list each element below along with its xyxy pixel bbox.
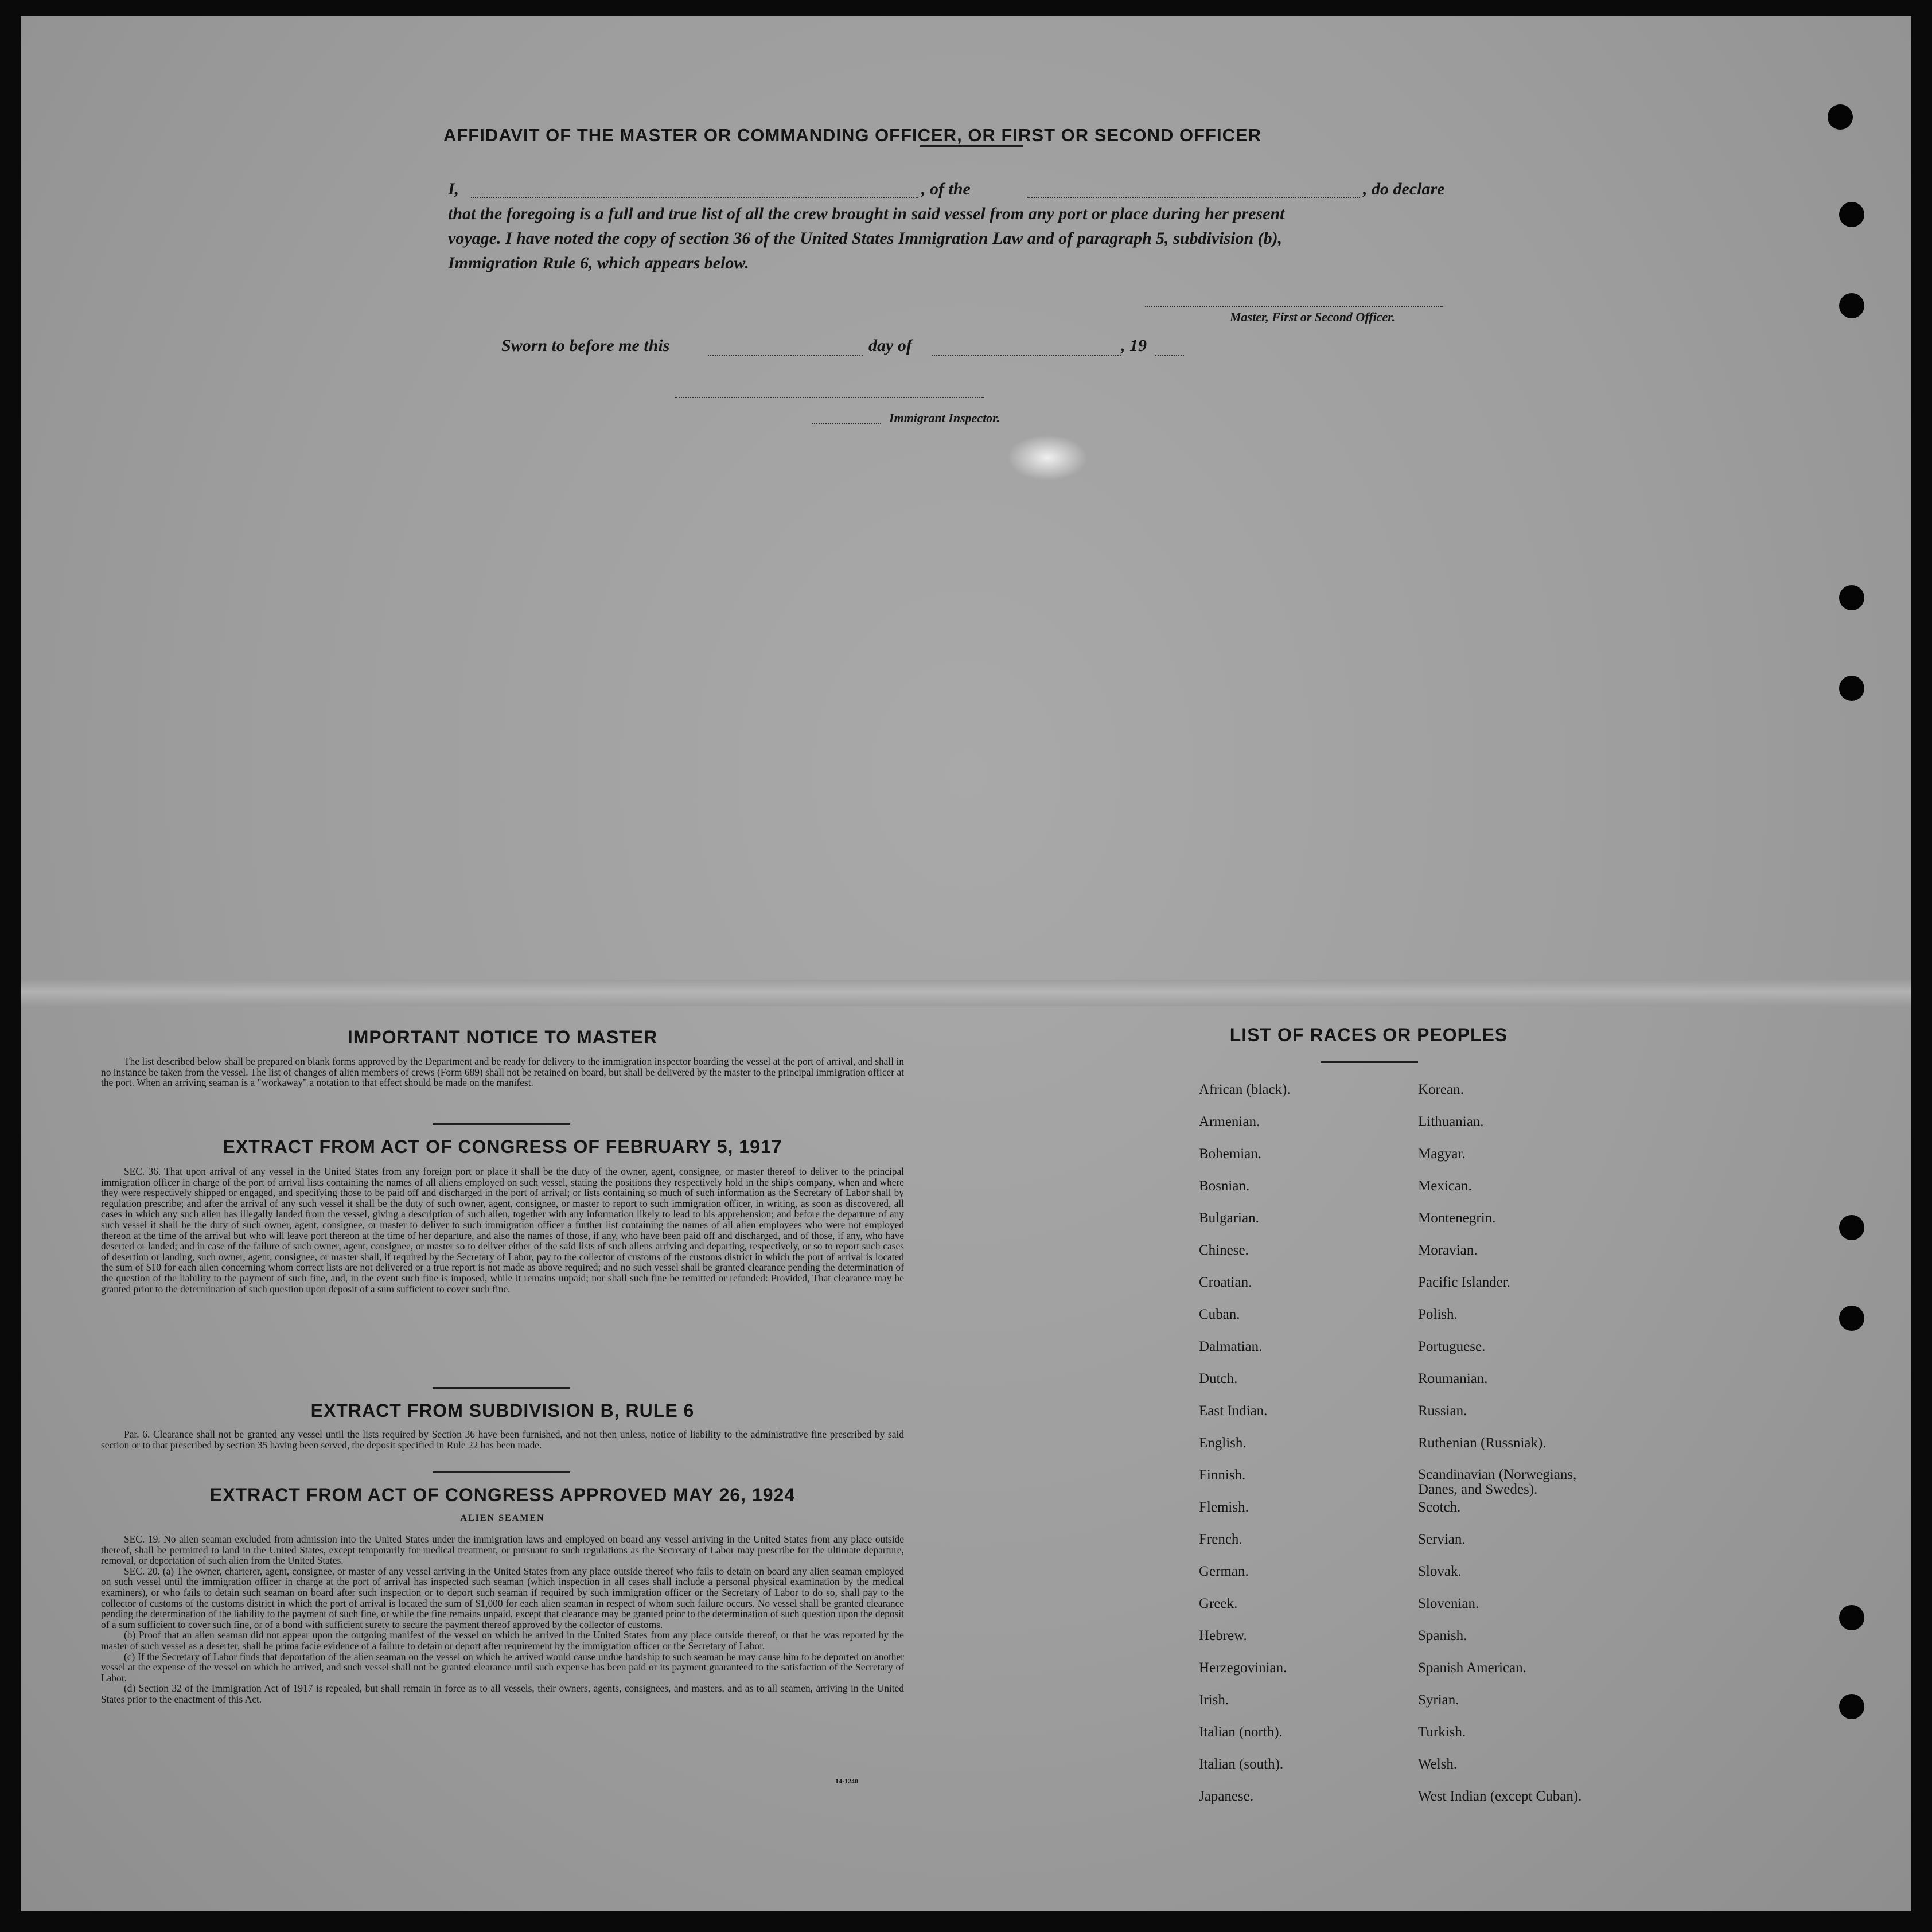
race-item: Bulgarian. (1199, 1210, 1259, 1226)
sworn-label: Sworn to before me this (501, 336, 670, 355)
month-blank[interactable] (932, 355, 1121, 356)
race-item: Flemish. (1199, 1499, 1249, 1515)
day-of-label: day of (868, 336, 912, 355)
name-blank[interactable] (471, 197, 918, 198)
race-item: East Indian. (1199, 1403, 1268, 1419)
affidavit-declaration-line (448, 180, 1515, 199)
act-1917-title: EXTRACT FROM ACT OF CONGRESS OF FEBRUARY 5, 1917 (223, 1136, 782, 1157)
race-item: Chinese. (1199, 1242, 1249, 1258)
race-item: German. (1199, 1564, 1249, 1579)
affidavit-line-3: voyage. I have noted the copy of section 36 of the United States Immigration Law and of paragraph 5, subdivision (b), (448, 229, 1283, 248)
race-item: Magyar. (1418, 1146, 1466, 1162)
races-column-1 (1199, 1082, 1291, 1821)
race-item: Polish. (1418, 1307, 1458, 1322)
race-item: Armenian. (1199, 1114, 1260, 1129)
affidavit-line-4: Immigration Rule 6, which appears below. (448, 254, 749, 272)
notice-text: The list described below shall be prepared on blank forms approved by the Department and be ready for delivery to the immigration inspector boarding the vessel at the port of arrival, and shall in no instance be taken from the vessel. The list of changes of alien members of crews (Form 689) shall not be retained on board, but shall be delivered by the master to the principal immigration officer at the port. When an arriving seaman is a "workaway" a notation to that effect should be made on the manifest. (101, 1055, 904, 1089)
punch-hole-icon (1839, 293, 1864, 318)
sec-20a-paragraph: SEC. 20. (a) The owner, charterer, agent, consignee, or master of any vessel arriving in the United States from any place outside thereof who fails to detain on board any alien seaman employed on such vessel until the immigration officer in charge at the port of arrival has inspected such seaman (which inspection in all cases shall include a personal physical examination by the medical examiners), or who fails to detain such seaman on board after such inspection or to deport such seaman if required by such immigration officer or the Secretary of Labor to do so, shall pay to the collector of customs of the customs district in which the port of arrival is located the sum of $1,000 for each alien seaman in respect of whom such failure occurs. No vessel shall be granted clearance pending the determination of the liability to the payment of such fine, or while the fine remains unpaid, except that clearance may be granted prior to the determination of such question upon the deposit of a sum sufficient to cover such fine, or of a bond with sufficient surety to secure the payment thereof approved by the collector of customs. (101, 1565, 905, 1630)
punch-hole-icon (1839, 676, 1864, 701)
inspector-label: Immigrant Inspector. (889, 411, 1000, 425)
race-item: Scotch. (1418, 1499, 1461, 1515)
sec-20c-paragraph: (c) If the Secretary of Labor finds that deportation of the alien seaman on the vessel on which he arrived would cause undue hardship to such seaman he may cause him to be deported on another vessel at the expense of the vessel on which he arrived, and such vessel shall not be granted clearance until such expense has been paid or its payment guaranteed to the satisfaction of the Secretary of Labor. (101, 1650, 904, 1684)
document-page (21, 16, 1911, 1911)
race-item: Spanish. (1418, 1628, 1467, 1643)
light-glare (1007, 435, 1088, 481)
punch-hole-icon (1828, 104, 1853, 130)
inspector-prefix-line (812, 423, 881, 424)
race-item: African (black). (1199, 1082, 1291, 1097)
punch-hole-icon (1839, 1605, 1864, 1630)
sec-20d-paragraph: (d) Section 32 of the Immigration Act of 1917 is repealed, but shall remain in force as to all vessels, their owners, agents, consignees, and masters, and as to all seamen, arriving in the United States prior to the enactment of this Act. (101, 1682, 904, 1705)
sec-20b-paragraph: (b) Proof that an alien seaman did not appear upon the outgoing manifest of the vessel on which he arrived in the United States from any place outside thereof, or that he was reported by the master of such vessel as a deserter, shall be prima facie evidence of a failure to detain or deport after requirement by the immigration officer or the Secretary of Labor. (101, 1629, 904, 1651)
alien-seamen-subtitle: ALIEN SEAMEN (460, 1513, 545, 1523)
rule-6-title: EXTRACT FROM SUBDIVISION B, RULE 6 (310, 1400, 695, 1421)
section-divider (433, 1387, 570, 1389)
race-item: Welsh. (1418, 1756, 1458, 1772)
section-divider (433, 1123, 570, 1125)
race-item: Roumanian. (1418, 1371, 1488, 1386)
sworn-line (501, 336, 1568, 356)
paper-fold (21, 980, 1911, 1006)
race-item: Irish. (1199, 1692, 1229, 1708)
title-underline (920, 145, 1023, 147)
race-item: Lithuanian. (1418, 1114, 1484, 1129)
race-item: Italian (north). (1199, 1724, 1283, 1740)
race-item: Spanish American. (1418, 1660, 1526, 1676)
race-item: Russian. (1418, 1403, 1467, 1419)
race-item: Croatian. (1199, 1275, 1252, 1290)
race-item: Servian. (1418, 1532, 1466, 1547)
race-item: Korean. (1418, 1082, 1464, 1097)
race-item: Portuguese. (1418, 1339, 1486, 1354)
race-item: Greek. (1199, 1596, 1238, 1611)
punch-hole-icon (1839, 1215, 1864, 1240)
affidavit-title: AFFIDAVIT OF THE MASTER OR COMMANDING OFFICER, OR FIRST OR SECOND OFFICER (443, 125, 1262, 145)
race-item: Mexican. (1418, 1178, 1472, 1194)
race-item: Turkish. (1418, 1724, 1466, 1740)
race-item: Ruthenian (Russniak). (1418, 1435, 1547, 1451)
punch-hole-icon (1839, 1694, 1864, 1719)
race-item: Slovenian. (1418, 1596, 1479, 1611)
race-item: Pacific Islander. (1418, 1275, 1511, 1290)
race-item: Bohemian. (1199, 1146, 1262, 1162)
race-item: West Indian (except Cuban). (1418, 1789, 1582, 1804)
act-1924-title: EXTRACT FROM ACT OF CONGRESS APPROVED MAY 26, 1924 (209, 1485, 796, 1505)
race-item: Syrian. (1418, 1692, 1459, 1708)
race-item: French. (1199, 1532, 1242, 1547)
do-declare-label: , do declare (1363, 180, 1445, 198)
year-blank[interactable] (1155, 355, 1184, 356)
race-item: English. (1199, 1435, 1247, 1451)
punch-hole-icon (1839, 202, 1864, 227)
year-label: , 19 (1121, 336, 1147, 355)
race-item: Finnish. (1199, 1467, 1246, 1483)
act-1917-text: SEC. 36. That upon arrival of any vessel in the United States from any foreign port or place it shall be the duty of the owner, agent, consignee, or master thereof to deliver to the principal immigration officer in charge of the port of arrival lists containing the names of all aliens employed on such vessel, stating the positions they respectively hold in the ship's company, when and where they were respectively shipped or engaged, and specifying those to be paid off and discharged in the port of arrival; or lists containing so much of such information as the Secretary of Labor shall by regulation prescribe; and after the arrival of any such vessel it shall be the duty of such owner, agent, consignee, or master to report to such immigration officer, in writing, as soon as discovered, all cases in which any such alien has illegally landed from the vessel, giving a description of such alien, together with any information likely to lead to his apprehension; and before the departure of any such vessel it shall be the duty of such owner, agent, consignee, or master to deliver to such immigration officer a further list containing the names of all alien employees who were not employed thereon at the time of the arrival but who will leave port thereon at the time of her departure, and also the names of those, if any, who have been paid off and discharged, and of those, if any, who have deserted or landed; and in case of the failure of such owner, agent, consignee, or master so to deliver either of the said lists of such aliens arriving and departing, respectively, or so to report such cases of desertion or landing, such owner, agent, consignee, or master shall, if required by the Secretary of Labor, pay to the collector of customs of the customs district in which the port of arrival is located the sum of $10 for each alien concerning whom correct lists are not delivered or a true report is not made as above required; and no such vessel shall be granted clearance pending the determination of the question of the liability to the payment of such fine, and, in the event such fine is imposed, while it remains unpaid; nor shall such fine be remitted or refunded: Provided, That clearance may be granted prior to the determination of such question upon deposit of a sum sufficient to cover such fine. (101, 1166, 904, 1295)
races-title: LIST OF RACES OR PEOPLES (1229, 1025, 1508, 1045)
race-item: Herzegovinian. (1199, 1660, 1287, 1676)
race-item: Moravian. (1418, 1242, 1478, 1258)
act-1924-text (101, 1534, 904, 1705)
race-item: Hebrew. (1199, 1628, 1247, 1643)
race-item: Japanese. (1199, 1789, 1254, 1804)
race-item: Dutch. (1199, 1371, 1238, 1386)
master-signature-label: Master, First or Second Officer. (1230, 310, 1396, 324)
races-column-2 (1418, 1082, 1607, 1821)
affidavit-line-2: that the foregoing is a full and true list of all the crew brought in said vessel from any port or place during her present (448, 204, 1285, 223)
of-the-label: , of the (921, 180, 971, 198)
i-label: I, (448, 180, 459, 198)
notice-title: IMPORTANT NOTICE TO MASTER (347, 1027, 658, 1047)
races-title-underline (1321, 1061, 1418, 1063)
master-signature-line[interactable] (1145, 306, 1443, 307)
section-divider (433, 1471, 570, 1473)
inspector-signature-line[interactable] (675, 397, 984, 398)
race-item: Bosnian. (1199, 1178, 1250, 1194)
rule-6-text: Par. 6. Clearance shall not be granted any vessel until the lists required by Section 36 have been furnished, and not then unless, notice of liability to the administrative fine prescribed by said section or to that prescribed by section 35 having been served, the deposit specified in Rule 22 has been made. (101, 1428, 904, 1451)
race-item: Cuban. (1199, 1307, 1240, 1322)
race-item: Montenegrin. (1418, 1210, 1496, 1226)
race-item: Scandinavian (Norwegians, Danes, and Swedes). (1418, 1467, 1577, 1497)
vessel-blank[interactable] (1027, 197, 1360, 198)
punch-hole-icon (1839, 1306, 1864, 1331)
form-number: 14-1240 (835, 1777, 858, 1785)
punch-hole-icon (1839, 585, 1864, 610)
race-item: Italian (south). (1199, 1756, 1284, 1772)
race-item: Dalmatian. (1199, 1339, 1263, 1354)
race-item: Slovak. (1418, 1564, 1462, 1579)
day-blank[interactable] (708, 355, 863, 356)
sec-19-paragraph: SEC. 19. No alien seaman excluded from admission into the United States under the immigration laws and employed on board any vessel arriving in the United States from any place outside thereof, shall be permitted to land in the United States, except temporarily for medical treatment, or pursuant to such regulations as the Secretary of Labor may prescribe for the ultimate departure, removal, or deportation of such alien from the United States. (101, 1533, 904, 1567)
